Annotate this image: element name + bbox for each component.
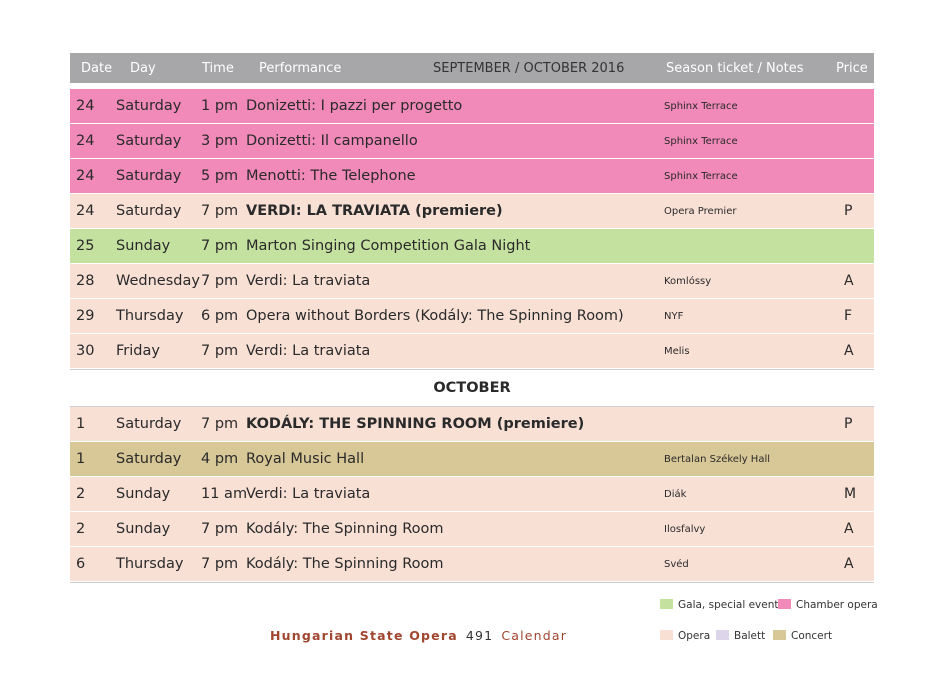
row-performance: Verdi: La traviata <box>246 273 371 289</box>
header-day: Day <box>130 61 156 76</box>
header-notes: Season ticket / Notes <box>666 61 804 76</box>
row-day: Sunday <box>116 238 171 254</box>
row-day: Thursday <box>116 556 184 572</box>
row-notes: Svéd <box>664 559 689 570</box>
row-time: 3 pm <box>201 133 239 149</box>
row-day: Sunday <box>116 521 171 537</box>
month-divider: OCTOBER <box>70 369 874 407</box>
footer-org: Hungarian State Opera <box>270 628 458 643</box>
header-title: SEPTEMBER / OCTOBER 2016 <box>433 61 625 76</box>
row-time: 5 pm <box>201 168 239 184</box>
row-time: 7 pm <box>201 203 239 219</box>
row-date: 1 <box>76 451 86 467</box>
row-performance: VERDI: LA TRAVIATA (premiere) <box>246 203 503 219</box>
footer-page-number: 491 <box>465 628 494 643</box>
row-performance: Verdi: La traviata <box>246 343 371 359</box>
row-date: 1 <box>76 416 86 432</box>
row-notes: Diák <box>664 489 687 500</box>
row-time: 11 am <box>201 486 248 502</box>
legend-opera-label: Opera <box>678 630 711 642</box>
row-performance: KODÁLY: THE SPINNING ROOM (premiere) <box>246 416 585 432</box>
table-row <box>70 334 874 369</box>
legend-chamber-swatch <box>778 599 791 609</box>
row-day: Saturday <box>116 451 182 467</box>
legend-chamber-label: Chamber opera <box>796 599 878 611</box>
page-footer <box>270 628 567 643</box>
row-notes: Melis <box>664 346 690 357</box>
row-day: Saturday <box>116 133 182 149</box>
table-row <box>70 407 874 442</box>
row-date: 30 <box>76 343 95 359</box>
table-row <box>70 299 874 334</box>
table-row <box>70 477 874 512</box>
row-notes: Ilosfalvy <box>664 524 706 535</box>
row-day: Saturday <box>116 168 182 184</box>
row-price: P <box>844 203 853 219</box>
table-row <box>70 512 874 547</box>
row-time: 7 pm <box>201 556 239 572</box>
row-date: 2 <box>76 486 86 502</box>
row-date: 24 <box>76 133 95 149</box>
row-date: 24 <box>76 168 95 184</box>
row-price: A <box>844 521 854 537</box>
row-price: A <box>844 343 854 359</box>
calendar-table <box>70 53 874 583</box>
row-notes: Opera Premier <box>664 206 737 217</box>
row-performance: Marton Singing Competition Gala Night <box>246 238 531 254</box>
header-performance: Performance <box>259 61 342 76</box>
row-day: Friday <box>116 343 160 359</box>
legend-gala <box>660 599 778 611</box>
row-date: 28 <box>76 273 95 289</box>
row-notes: Sphinx Terrace <box>664 171 738 182</box>
row-performance: Donizetti: Il campanello <box>246 133 418 149</box>
table-row <box>70 89 874 124</box>
row-price: A <box>844 556 854 572</box>
row-day: Saturday <box>116 203 182 219</box>
row-price: P <box>844 416 853 432</box>
table-row <box>70 229 874 264</box>
row-notes: NYF <box>664 311 684 322</box>
table-row <box>70 442 874 477</box>
row-day: Sunday <box>116 486 171 502</box>
row-time: 1 pm <box>201 98 239 114</box>
table-row <box>70 124 874 159</box>
row-performance: Kodály: The Spinning Room <box>246 521 444 537</box>
row-date: 6 <box>76 556 86 572</box>
row-time: 7 pm <box>201 273 239 289</box>
row-date: 24 <box>76 203 95 219</box>
row-price: A <box>844 273 854 289</box>
row-day: Thursday <box>116 308 184 324</box>
row-notes: Sphinx Terrace <box>664 136 738 147</box>
legend-concert-swatch <box>773 630 786 640</box>
row-day: Wednesday <box>116 273 200 289</box>
row-performance: Donizetti: I pazzi per progetto <box>246 98 463 114</box>
table-row <box>70 159 874 194</box>
header-price: Price <box>836 61 868 76</box>
legend-chamber <box>778 599 878 611</box>
row-time: 7 pm <box>201 238 239 254</box>
legend-gala-swatch <box>660 599 673 609</box>
row-performance: Kodály: The Spinning Room <box>246 556 444 572</box>
table-row <box>70 194 874 229</box>
row-performance: Opera without Borders (Kodály: The Spinning Room) <box>246 308 624 324</box>
row-day: Saturday <box>116 98 182 114</box>
legend-balett <box>716 630 765 642</box>
october-rows <box>70 407 874 582</box>
table-row <box>70 264 874 299</box>
header-time: Time <box>202 61 234 76</box>
footer-section: Calendar <box>501 628 568 643</box>
legend-opera <box>660 630 710 642</box>
header-date: Date <box>81 61 113 76</box>
legend-balett-label: Balett <box>734 630 766 642</box>
legend-balett-swatch <box>716 630 729 640</box>
row-performance: Verdi: La traviata <box>246 486 371 502</box>
row-price: M <box>844 486 857 502</box>
row-time: 7 pm <box>201 416 239 432</box>
row-date: 29 <box>76 308 95 324</box>
legend-gala-label: Gala, special event <box>678 599 779 611</box>
legend-opera-swatch <box>660 630 673 640</box>
row-notes: Sphinx Terrace <box>664 101 738 112</box>
row-time: 6 pm <box>201 308 239 324</box>
legend-concert-label: Concert <box>791 630 833 642</box>
table-row <box>70 547 874 582</box>
legend-concert <box>773 630 832 642</box>
row-date: 2 <box>76 521 86 537</box>
row-performance: Royal Music Hall <box>246 451 365 467</box>
row-date: 25 <box>76 238 95 254</box>
row-time: 7 pm <box>201 343 239 359</box>
row-price: F <box>844 308 853 324</box>
row-performance: Menotti: The Telephone <box>246 168 416 184</box>
row-date: 24 <box>76 98 95 114</box>
table-header <box>70 53 874 83</box>
september-rows <box>70 89 874 369</box>
row-notes: Bertalan Székely Hall <box>664 454 771 465</box>
row-time: 7 pm <box>201 521 239 537</box>
row-time: 4 pm <box>201 451 239 467</box>
row-day: Saturday <box>116 416 182 432</box>
row-notes: Komlóssy <box>664 276 712 287</box>
